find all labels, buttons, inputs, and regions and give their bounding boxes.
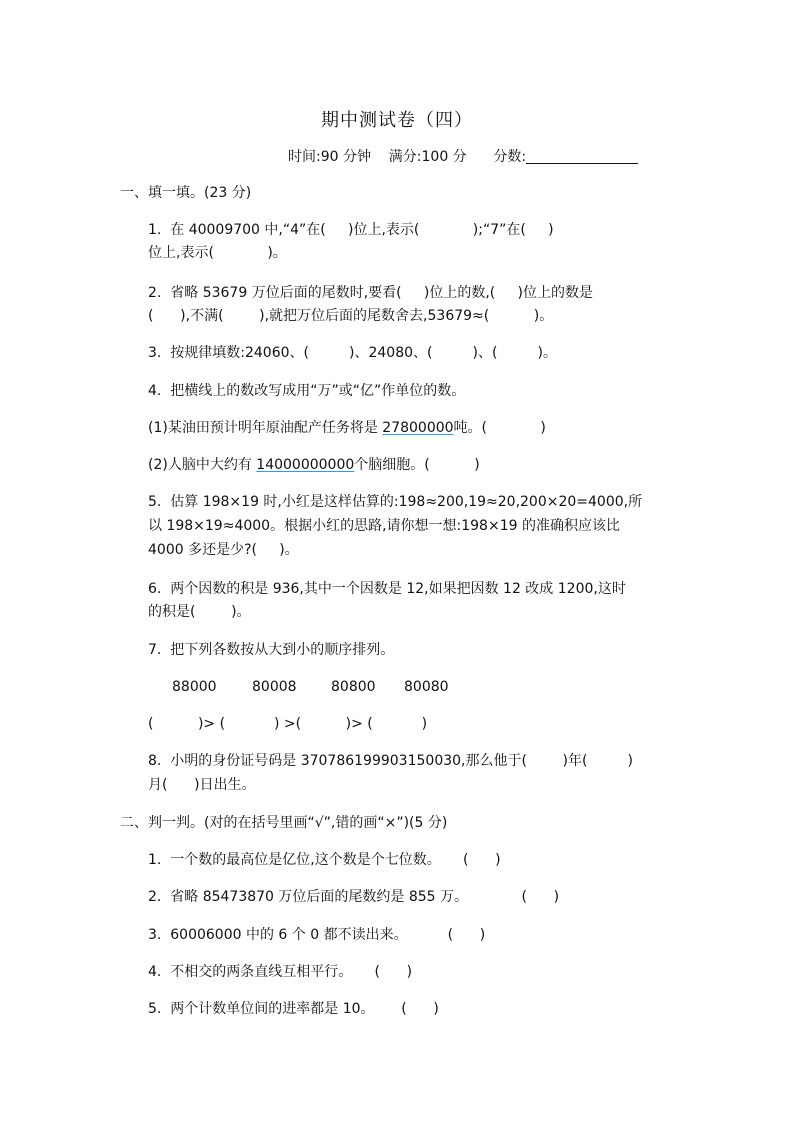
score-label: 分数: [493, 149, 527, 165]
q5-line2: 以 198×19≈4000。根据小红的思路,请你想一想:198×19 的准确积应该比 [148, 518, 620, 534]
q7-number-2: 80008 [252, 679, 297, 695]
section2-heading: 二、判一判。(对的在括号里画“√”,错的画“×”)(5 分) [120, 815, 448, 831]
q5-line1: 5. 估算 198×19 时,小红是这样估算的:198≈200,19≈20,200×20=4000,所 [148, 494, 643, 510]
q7-line: 7. 把下列各数按从大到小的顺序排列。 [148, 642, 395, 658]
full-marks: 满分:100 分 [388, 149, 467, 165]
q5-line3: 4000 多还是少?( )。 [148, 542, 299, 558]
section1-heading: 一、填一填。(23 分) [120, 185, 252, 201]
q1-line1: 1. 在 40009700 中,“4”在( )位上,表示( );“7”在( ) [148, 222, 554, 238]
q4-sub2-number: 14000000000 [256, 457, 355, 473]
q4-sub2 [148, 456, 480, 474]
q7-answer-line: ( )> ( ) >( )> ( ) [148, 716, 428, 732]
q4-sub1 [148, 419, 546, 437]
time-limit: 时间:90 分钟 [288, 149, 371, 165]
judge-item-2: 2. 省略 85473870 万位后面的尾数约是 855 万。 ( ) [148, 889, 560, 905]
q4-sub1-post: 吨。( ) [453, 420, 546, 436]
q7-number-1: 88000 [172, 679, 217, 695]
q7-number-4: 80080 [404, 679, 449, 695]
q6-line1: 6. 两个因数的积是 936,其中一个因数是 12,如果把因数 12 改成 1200,这时 [148, 581, 626, 597]
judge-item-1: 1. 一个数的最高位是亿位,这个数是个七位数。 ( ) [148, 852, 501, 868]
q4-sub1-pre: (1)某油田预计明年原油配产任务将是 [148, 420, 383, 436]
judge-item-3: 3. 60006000 中的 6 个 0 都不读出来。 ( ) [148, 927, 486, 943]
score-blank [526, 149, 638, 164]
q8-line2: 月( )日出生。 [148, 777, 256, 793]
q2-line2: ( ),不满( ),就把万位后面的尾数舍去,53679≈( )。 [148, 308, 554, 324]
q6-line2: 的积是( )。 [148, 604, 251, 620]
q7-number-3: 80800 [331, 679, 376, 695]
q3-line: 3. 按规律填数:24060、( )、24080、( )、( )。 [148, 345, 557, 361]
exam-meta [288, 146, 638, 166]
q4-line: 4. 把横线上的数改写成用“万”或“亿”作单位的数。 [148, 383, 466, 399]
q2-line1: 2. 省略 53679 万位后面的尾数时,要看( )位上的数,( )位上的数是 [148, 285, 593, 301]
q4-sub1-number: 27800000 [382, 420, 454, 436]
judge-item-5: 5. 两个计数单位间的进率都是 10。 ( ) [148, 1001, 439, 1017]
q4-sub2-pre: (2)人脑中大约有 [148, 457, 257, 473]
page-title: 期中测试卷（四） [321, 110, 473, 131]
q8-line1: 8. 小明的身份证号码是 370786199903150030,那么他于( )年( ) [148, 753, 633, 769]
q1-line2: 位上,表示( )。 [148, 245, 287, 261]
judge-item-4: 4. 不相交的两条直线互相平行。 ( ) [148, 964, 413, 980]
q4-sub2-post: 个脑细胞。( ) [354, 457, 480, 473]
